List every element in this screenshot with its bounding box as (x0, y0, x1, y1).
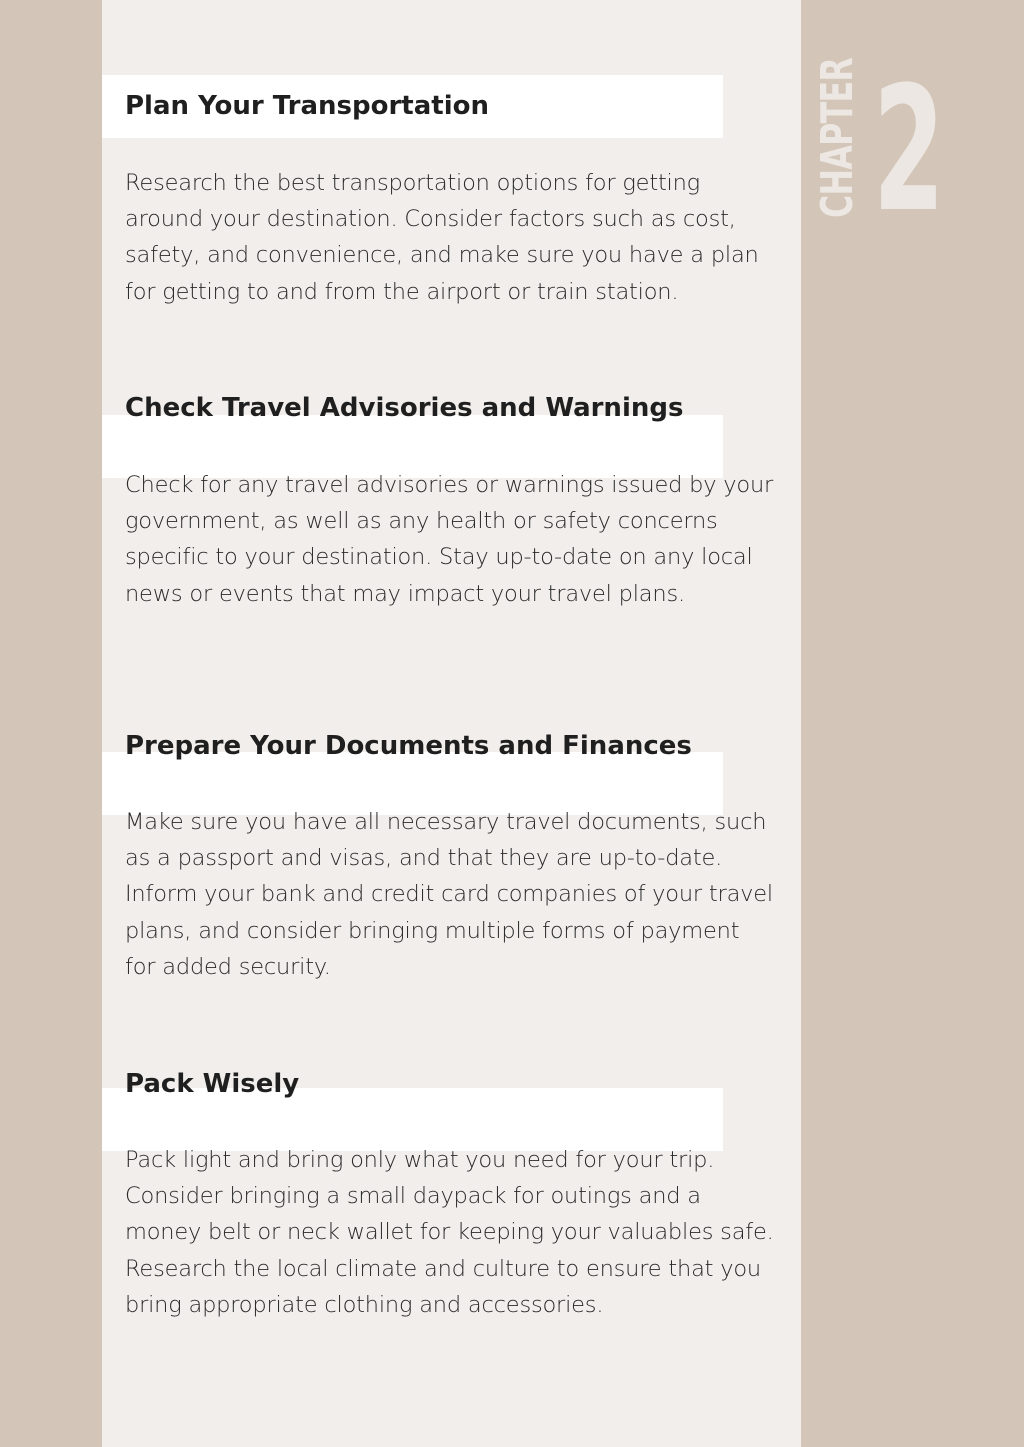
section-heading-advisories: Check Travel Advisories and Warnings (125, 393, 684, 423)
section-heading-packing: Pack Wisely (125, 1069, 300, 1099)
section-body-transportation: Research the best transportation options for getting around your destination. Consider factors such as cost, safety, and convenience, and make sure you have a plan for getting to and from the airport or train station. (125, 170, 759, 305)
section-body-advisories: Check for any travel advisories or warnings issued by your government, as well as any health or safety concerns specific to your destination. Stay up-to-date on any local news or events that may impact your travel plans. (125, 472, 774, 607)
section-body-documents: Make sure you have all necessary travel documents, such as a passport and visas, and that they are up-to-date. Inform your bank and credit card companies of your travel plans, and consider bringing multiple forms of payment for added security. (125, 809, 773, 980)
section-body-packing: Pack light and bring only what you need for your trip. Consider bringing a small daypack for outings and a money belt or neck wallet for keeping your valuables safe. Research the local climate and culture to ensure that you bring appropriate clothing and accessories. (125, 1147, 774, 1318)
chapter-number: 2 (873, 49, 945, 250)
section-heading-documents: Prepare Your Documents and Finances (125, 731, 692, 761)
chapter-label: CHAPTER (812, 57, 863, 219)
section-heading-transportation: Plan Your Transportation (125, 91, 489, 121)
